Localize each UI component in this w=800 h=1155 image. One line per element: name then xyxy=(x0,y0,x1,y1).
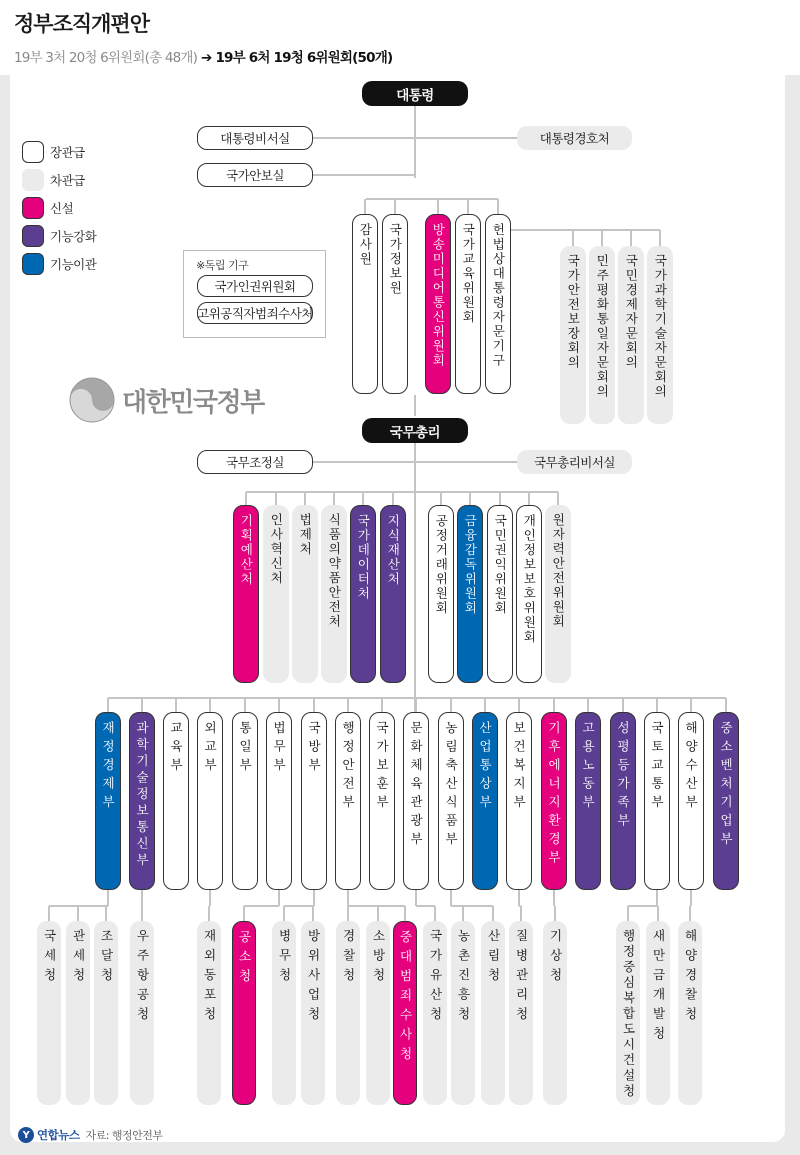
agency-column: 중대범죄수사청 xyxy=(393,921,417,1105)
presidential-security-service-node: 대통령경호처 xyxy=(517,126,632,150)
legend-label: 장관급 xyxy=(50,145,85,160)
ministry-column: 농림축산식품부 xyxy=(438,712,464,890)
agency-column: 새만금개발청 xyxy=(646,921,670,1105)
president-agency-column: 헌법상대통령자문기구 xyxy=(485,214,511,394)
agency-column: 소방청 xyxy=(366,921,390,1105)
pm-agency-column: 원자력안전위원회 xyxy=(545,505,571,683)
ministry-column: 해양수산부 xyxy=(678,712,704,890)
subtitle-after: 19부 6처 19청 6위원회(50개) xyxy=(215,50,393,66)
agency-column: 국세청 xyxy=(37,921,61,1105)
national-security-office-node: 국가안보실 xyxy=(197,163,313,187)
ministry-column: 국가보훈부 xyxy=(369,712,395,890)
ministry-column: 문화체육관광부 xyxy=(403,712,429,890)
ministry-column: 국토교통부 xyxy=(644,712,670,890)
ministry-column: 산업통상부 xyxy=(472,712,498,890)
legend-label: 차관급 xyxy=(50,173,85,188)
president-node: 대통령 xyxy=(362,81,468,106)
ministry-column: 교육부 xyxy=(163,712,189,890)
ministry-column: 과학기술정보통신부 xyxy=(129,712,155,890)
agency-column: 해양경찰청 xyxy=(678,921,702,1105)
ministry-column: 재정경제부 xyxy=(95,712,121,890)
footer xyxy=(18,1127,163,1143)
agency-column: 경찰청 xyxy=(336,921,360,1105)
agency-column: 공소청 xyxy=(232,921,256,1105)
yonhap-logo-icon: Y xyxy=(18,1127,34,1143)
independent-agency: 국가인권위원회 xyxy=(197,275,313,297)
agency-column: 관세청 xyxy=(66,921,90,1105)
agency-column: 농촌진흥청 xyxy=(451,921,475,1105)
ministry-column: 기후에너지환경부 xyxy=(541,712,567,890)
pm-agency-column: 지식재산처 xyxy=(380,505,406,683)
ministry-column: 행정안전부 xyxy=(335,712,361,890)
presidential-council-column: 국민경제자문회의 xyxy=(618,246,644,424)
pm-secretariat-node: 국무총리비서실 xyxy=(517,450,632,474)
independent-agencies-label: ※독립 기구 xyxy=(196,259,249,272)
agency-column: 방위사업청 xyxy=(301,921,325,1105)
ministry-column: 법무부 xyxy=(266,712,292,890)
president-agency-column: 국가교육위원회 xyxy=(455,214,481,394)
agency-column: 질병관리청 xyxy=(509,921,533,1105)
pm-agency-column: 개인정보보호위원회 xyxy=(516,505,542,683)
logo-text: 대한민국정부 xyxy=(122,387,264,418)
pm-agency-column: 공정거래위원회 xyxy=(428,505,454,683)
prime-minister-node: 국무총리 xyxy=(362,418,468,443)
ministry-column: 성평등가족부 xyxy=(610,712,636,890)
presidential-council-column: 국가안전보장회의 xyxy=(560,246,586,424)
pm-agency-column: 국민권익위원회 xyxy=(487,505,513,683)
president-office-node: 대통령비서실 xyxy=(197,126,313,150)
president-agency-column: 방송미디어통신위원회 xyxy=(425,214,451,394)
agency-column: 산림청 xyxy=(481,921,505,1105)
pm-agency-column: 기획예산처 xyxy=(233,505,259,683)
agency-column: 기상청 xyxy=(543,921,567,1105)
subtitle-arrow: ➔ xyxy=(197,50,216,66)
footer-brand: 연합뉴스 xyxy=(37,1128,80,1142)
president-agency-column: 국가정보원 xyxy=(382,214,408,394)
agency-column: 병무청 xyxy=(272,921,296,1105)
pm-agency-column: 국가데이터처 xyxy=(350,505,376,683)
president-agency-column: 감사원 xyxy=(352,214,378,394)
legend-label: 기능강화 xyxy=(50,229,97,244)
office-government-policy-node: 국무조정실 xyxy=(197,450,313,474)
ministry-column: 고용노동부 xyxy=(575,712,601,890)
page-title: 정부조직개편안 xyxy=(14,12,150,36)
independent-agency: 고위공직자범죄수사처 xyxy=(197,302,313,324)
ministry-column: 통일부 xyxy=(232,712,258,890)
agency-column: 행정중심복합도시건설청 xyxy=(616,921,640,1105)
pm-agency-column: 인사혁신처 xyxy=(263,505,289,683)
agency-column: 조달청 xyxy=(94,921,118,1105)
presidential-council-column: 국가과학기술자문회의 xyxy=(647,246,673,424)
ministry-column: 중소벤처기업부 xyxy=(713,712,739,890)
presidential-council-column: 민주평화통일자문회의 xyxy=(589,246,615,424)
footer-source: 자료: 행정안전부 xyxy=(85,1129,163,1142)
ministry-column: 보건복지부 xyxy=(506,712,532,890)
pm-agency-column: 금융감독위원회 xyxy=(457,505,483,683)
agency-column: 재외동포청 xyxy=(197,921,221,1105)
pm-agency-column: 법제처 xyxy=(292,505,318,683)
ministry-column: 국방부 xyxy=(301,712,327,890)
agency-column: 우주항공청 xyxy=(130,921,154,1105)
ministry-column: 외교부 xyxy=(197,712,223,890)
subtitle-before: 19부 3처 20청 6위원회(총 48개) xyxy=(14,50,198,66)
legend-label: 신설 xyxy=(50,201,74,216)
pm-agency-column: 식품의약품안전처 xyxy=(321,505,347,683)
legend-label: 기능이관 xyxy=(50,257,97,272)
agency-column: 국가유산청 xyxy=(423,921,447,1105)
